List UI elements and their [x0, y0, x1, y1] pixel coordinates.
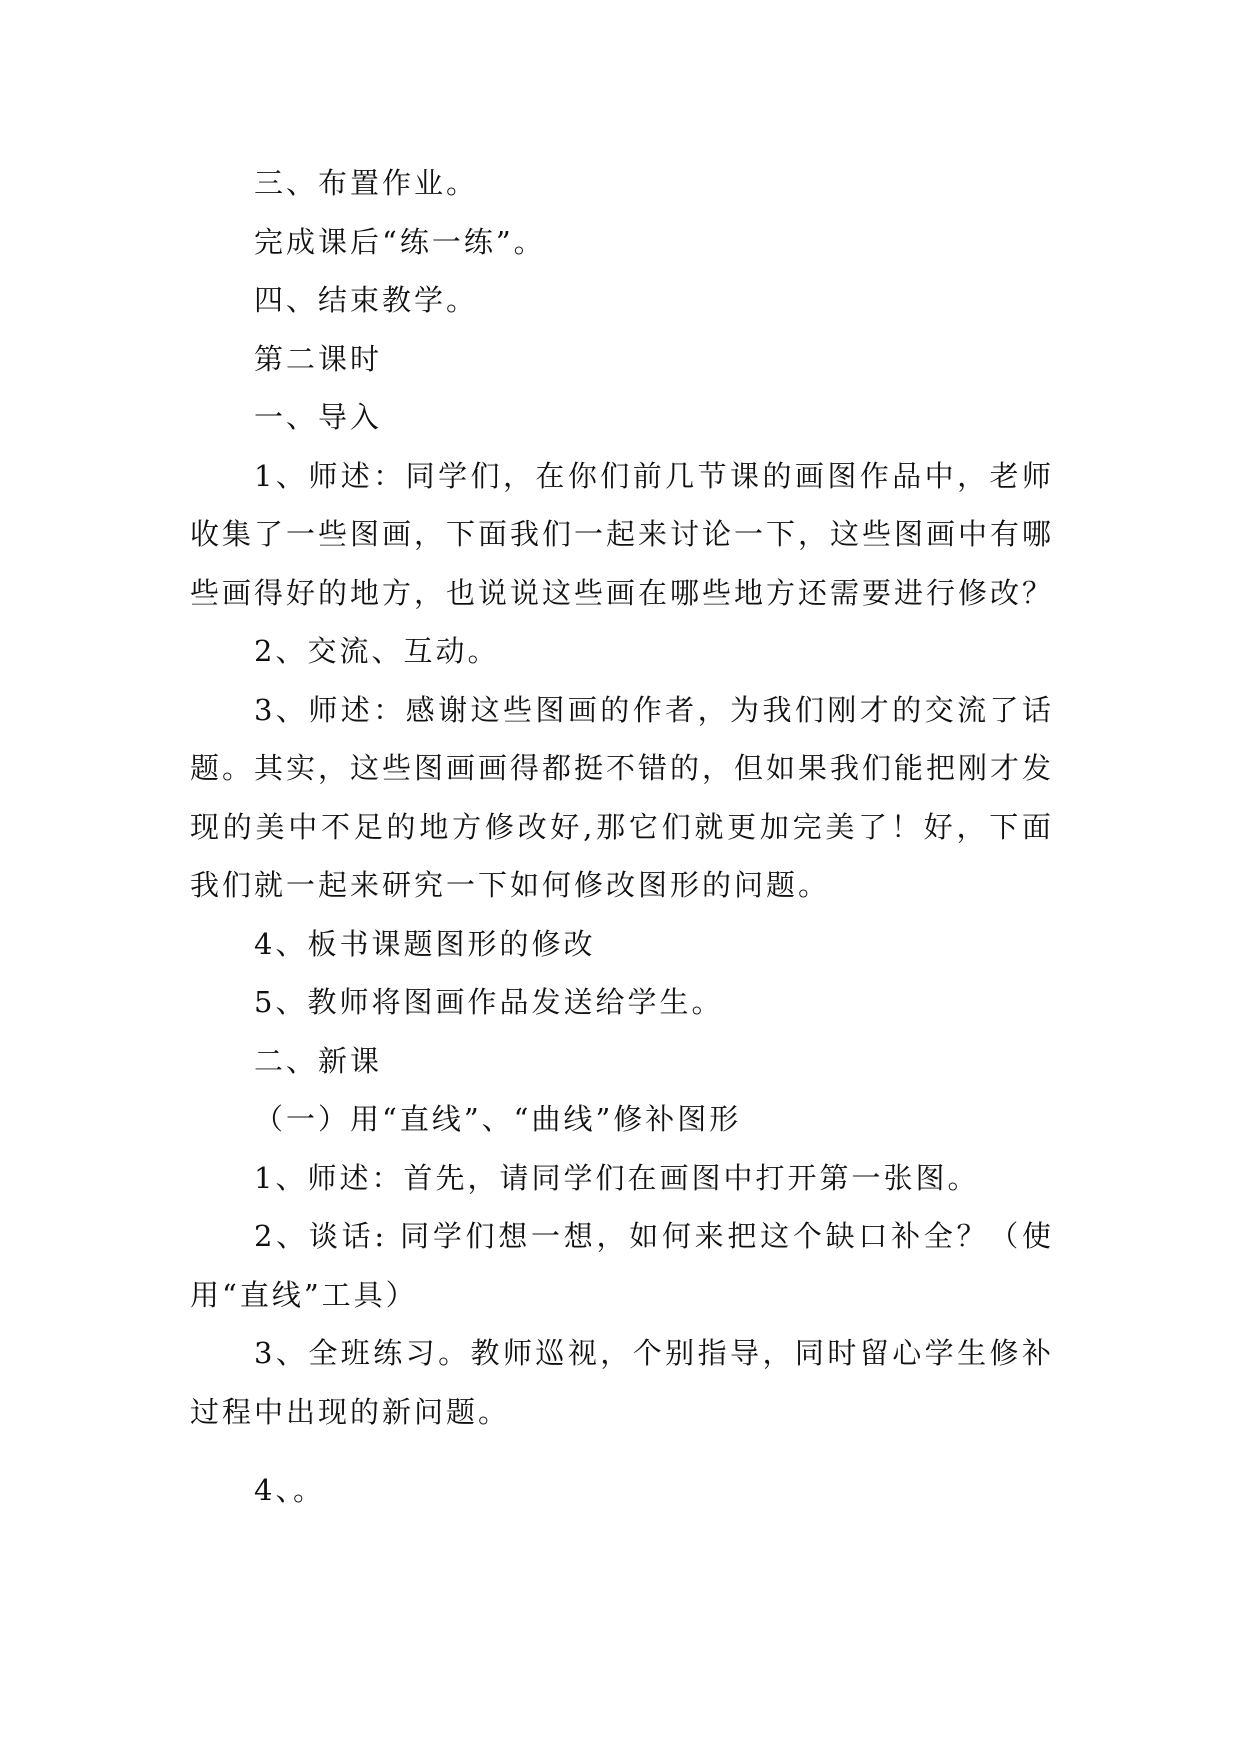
paragraph-item-2: 2、交流、互动。: [254, 634, 500, 668]
paragraph-item-1: 1、师述：同学们，在你们前几节课的画图作品中，老师收集了一些图画，下面我们一起来讨论一下，这些图画中有哪些画得好的地方，也说说这些画在哪些地方还需要进行修改？: [190, 458, 1055, 610]
heading-assign-homework: 三、布置作业。: [254, 166, 479, 200]
paragraph-step-2: 2、谈话: 同学们想一想，如何来把这个缺口补全？（使用“直线”工具）: [190, 1219, 1054, 1312]
heading-new-lesson: 二、新课: [254, 1043, 383, 1078]
paragraph-homework: 完成课后“练一练”。: [254, 224, 546, 259]
document-body: [190, 154, 1054, 1520]
paragraph-item-5: 5、教师将图画作品发送给学生。: [254, 985, 724, 1019]
heading-second-lesson: 第二课时: [254, 341, 383, 376]
paragraph-step-3: 3、全班练习。教师巡视，个别指导，同时留心学生修补过程中出现的新问题。: [190, 1336, 1054, 1429]
heading-introduction: 一、导入: [254, 400, 383, 434]
paragraph-step-1: 1、师述：首先，请同学们在画图中打开第一张图。: [254, 1160, 980, 1195]
paragraph-item-3: 3、师述：感谢这些图画的作者，为我们刚才的交流了话题。其实，这些图画画得都挺不错的，但如果我们能把刚才发现的美中不足的地方修改好,那它们就更加完美了！好，下面我们就一起来研究一下如何修改图形的问题。: [190, 692, 1055, 902]
paragraph-step-4: 4、。: [254, 1473, 325, 1507]
paragraph-item-4: 4、板书课题图形的修改: [254, 926, 596, 961]
subheading-line-curve: （一）用“直线”、“曲线”修补图形: [254, 1102, 742, 1136]
heading-end-teaching: 四、结束教学。: [254, 283, 479, 317]
